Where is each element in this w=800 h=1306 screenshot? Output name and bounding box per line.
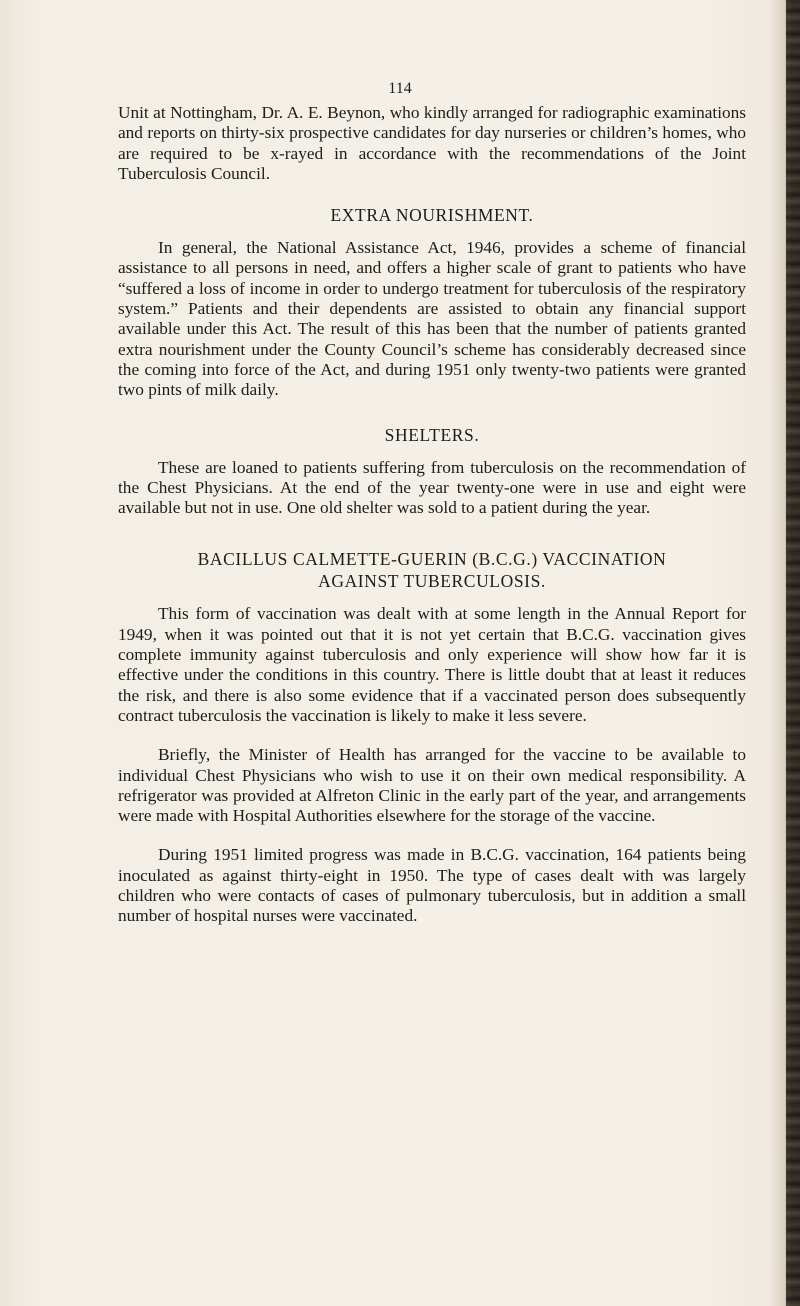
bcg-paragraph-3: During 1951 limited progress was made in B.C.G. vaccination, 164 patients being inoculated as against thirty-eight in 1950. The type of cases dealt with was largely children who were contacts of cases of pulmonary tuberculosis, but in addition a small number of hospital nurses were vaccinated. [118, 845, 746, 926]
heading-bcg-line2: AGAINST TUBERCULOSIS. [318, 571, 546, 592]
page-number: 114 [388, 80, 412, 97]
heading-shelters: SHELTERS. [384, 424, 480, 445]
intro-paragraph: Unit at Nottingham, Dr. A. E. Beynon, who kindly arranged for radiographic examinations and reports on thirty-six prospective candidates for day nurseries or children’s homes, who are required to be x-rayed in accordance with the recommendations of the Joint Tuberculosis Council. [118, 103, 746, 183]
bcg-paragraph-2: Briefly, the Minister of Health has arranged for the vaccine to be available to individual Chest Physicians who wish to use it on their own medical responsibility. A refrigerator was provided at Alfreton Clinic in the early part of the year, and arrangements were made with Hospital Authorities elsewhere for the storage of the vaccine. [118, 745, 746, 826]
heading-bcg-line1: BACILLUS CALMETTE-GUERIN (B.C.G.) VACCINATION [197, 549, 667, 570]
heading-extra-nourishment: EXTRA NOURISHMENT. [330, 205, 534, 226]
bcg-paragraph-1: This form of vaccination was dealt with at some length in the Annual Report for 1949, when it was pointed out that it is not yet certain that B.C.G. vaccination gives complete immunity against tuberculosis and only experience will show how far it is effective under the conditions in this country. There is little doubt that at least it reduces the risk, and there is also some evidence that if a vaccinated person does subsequently contract tuberculosis the vaccination is likely to make it less severe. [118, 604, 746, 725]
page-body [118, 103, 746, 927]
shelters-paragraph: These are loaned to patients suffering from tuberculosis on the recommendation of the Chest Physicians. At the end of the year twenty-one were in use and eight were available but not in use. One old shelter was sold to a patient during the year. [118, 457, 746, 518]
page-edge-shadow [786, 0, 800, 1306]
extra-nourishment-paragraph: In general, the National Assistance Act, 1946, provides a scheme of financial assistance to all persons in need, and offers a higher scale of grant to patients who have “suffered a loss of income in order to undergo treatment for tuberculosis of the respiratory system.” Patients and their dependents are assisted to obtain any financial support available under this Act. The result of this has been that the number of patients granted extra nourishment under the County Council’s scheme has considerably decreased since the coming into force of the Act, and during 1951 only twenty-two patients were granted two pints of milk daily. [118, 238, 746, 400]
